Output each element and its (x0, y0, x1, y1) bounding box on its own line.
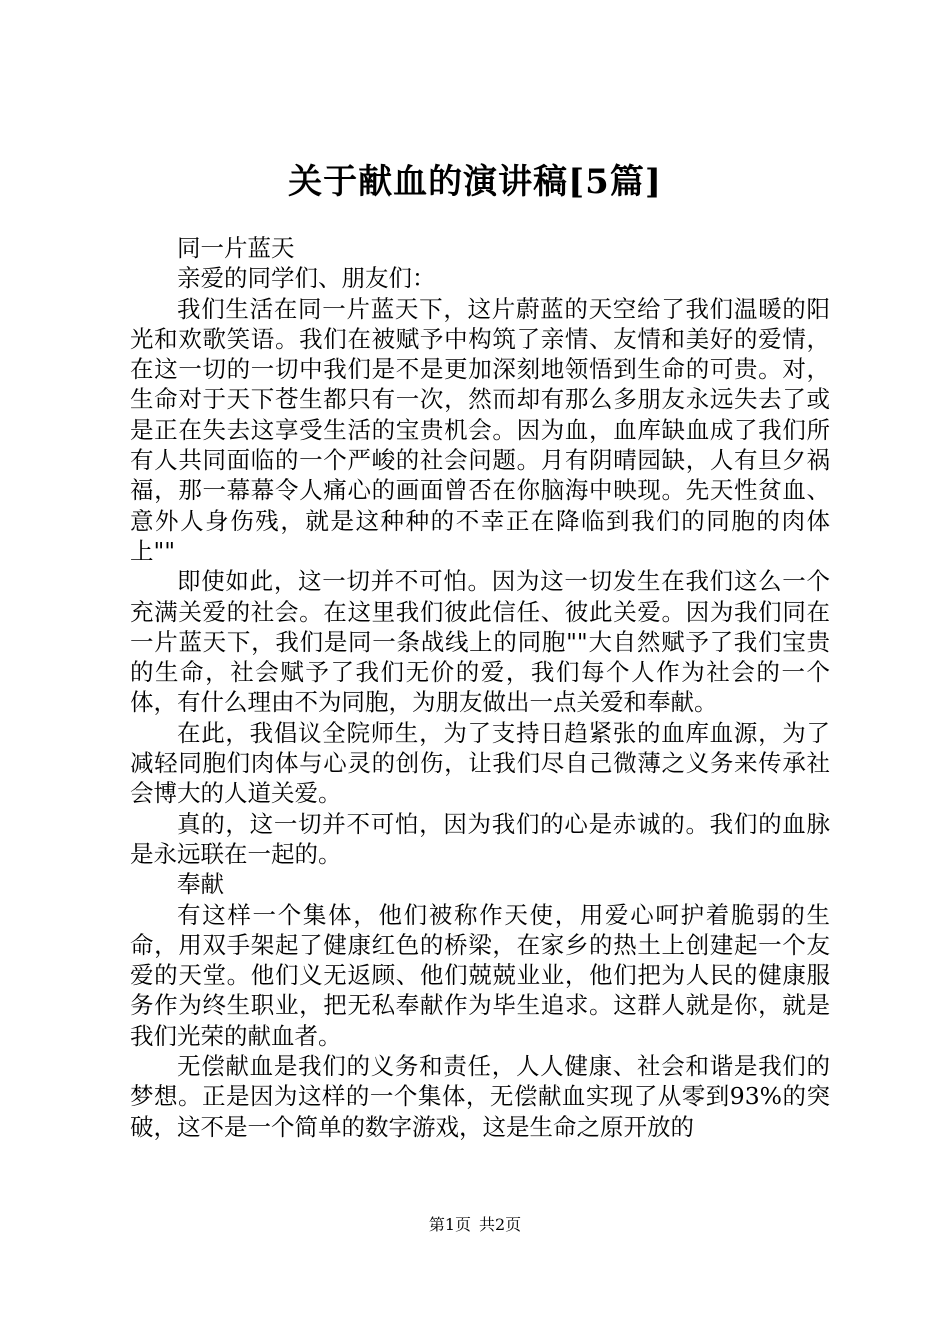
body-paragraph: 我们生活在同一片蓝天下，这片蔚蓝的天空给了我们温暖的阳光和欢歌笑语。我们在被赋予中构筑了亲情、友情和美好的爱情，在这一切的一切中我们是不是更加深刻地领悟到生命的可贵。对，生命对于天下苍生都只有一次，然而却有那么多朋友永远失去了或是正在失去这享受生活的宝贵机会。因为血，血库缺血成了我们所有人共同面临的一个严峻的社会问题。月有阴晴园缺，人有旦夕祸福，那一幕幕令人痛心的画面曾否在你脑海中映现。先天性贫血、意外人身伤残，就是这种种的不幸正在降临到我们的同胞的肉体上"" (130, 294, 830, 565)
body-paragraph: 有这样一个集体，他们被称作天使，用爱心呵护着脆弱的生命，用双手架起了健康红色的桥梁，在家乡的热土上创建起一个友爱的天堂。他们义无返顾、他们兢兢业业，他们把为人民的健康服务作为终生职业，把无私奉献作为毕生追求。这群人就是你，就是我们光荣的献血者。 (130, 900, 830, 1050)
body-paragraph: 无偿献血是我们的义务和责任，人人健康、社会和谐是我们的梦想。正是因为这样的一个集体，无偿献血实现了从零到93%的突破，这不是一个简单的数字游戏，这是生命之原开放的 (130, 1052, 830, 1141)
document-title: 关于献血的演讲稿[5篇] (288, 162, 662, 202)
page-footer (0, 1214, 950, 1236)
section-heading: 奉献 (177, 870, 224, 899)
page-number: 第1页 (428, 1215, 471, 1234)
body-paragraph: 真的，这一切并不可怕，因为我们的心是赤诚的。我们的血脉是永远联在一起的。 (130, 809, 830, 868)
salutation: 亲爱的同学们、朋友们： (177, 264, 436, 293)
body-paragraph: 即使如此，这一切并不可怕。因为这一切发生在我们这么一个充满关爱的社会。在这里我们彼此信任、彼此关爱。因为我们同在一片蓝天下，我们是同一条战线上的同胞""大自然赋予了我们宝贵的生命，社会赋予了我们无价的爱，我们每个人作为社会的一个体，有什么理由不为同胞，为朋友做出一点关爱和奉献。 (130, 567, 830, 717)
document-body (130, 233, 830, 1142)
section-heading: 同一片蓝天 (177, 234, 295, 262)
body-paragraph: 在此，我倡议全院师生，为了支持日趋紧张的血库血源，为了减轻同胞们肉体与心灵的创伤，让我们尽自己微薄之义务来传承社会博大的人道关爱。 (130, 718, 830, 808)
page-total: 共2页 (479, 1215, 522, 1234)
